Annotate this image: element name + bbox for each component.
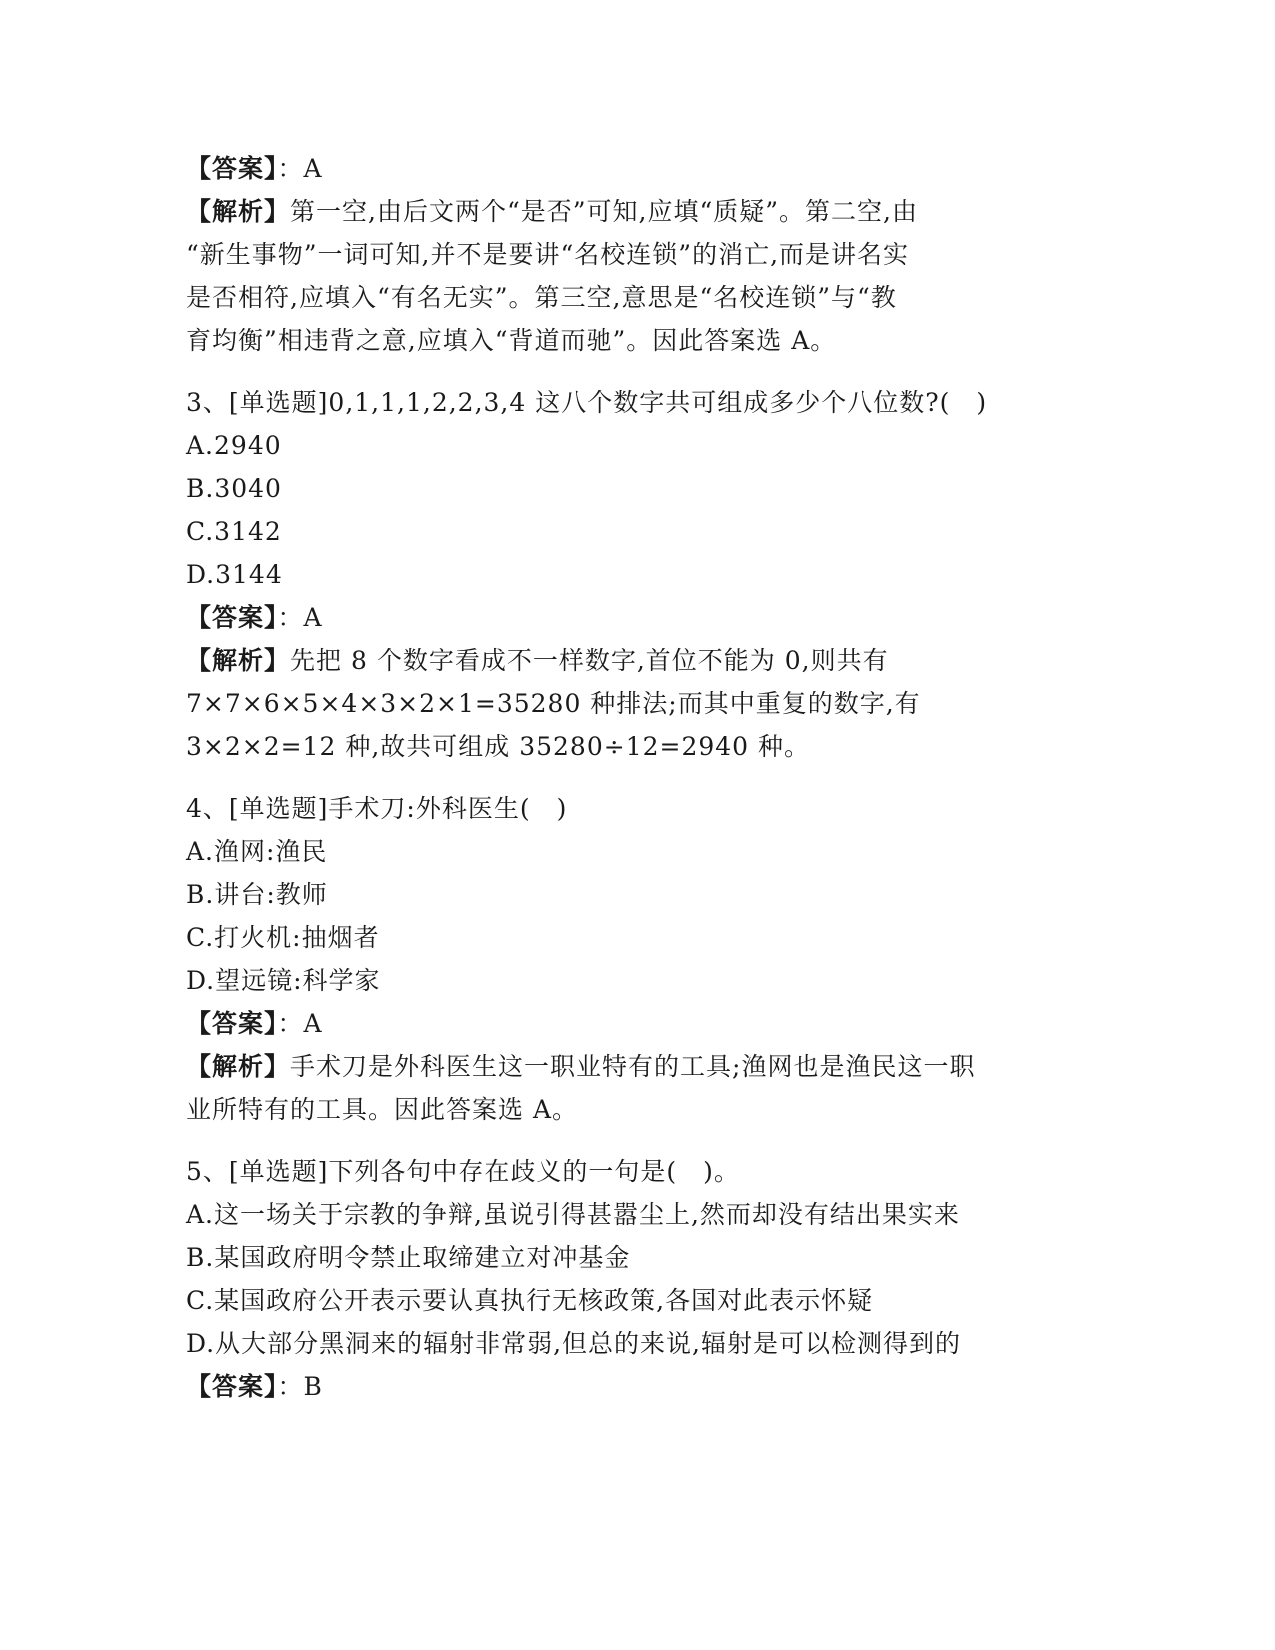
answer-tag: 【答案】 [186, 603, 278, 632]
answer-separator: ： [277, 603, 304, 632]
analysis-line: “新生事物”一词可知,并不是要讲“名校连锁”的消亡,而是讲名实 [186, 240, 910, 269]
answer-value: A [303, 154, 323, 183]
answer-value: A [303, 1009, 323, 1038]
option-d: D.望远镜:科学家 [186, 966, 381, 995]
analysis-tag: 【解析】 [186, 197, 291, 226]
answer-tag: 【答案】 [186, 1372, 278, 1401]
option-d: D.从大部分黑洞来的辐射非常弱,但总的来说,辐射是可以检测得到的 [186, 1329, 961, 1358]
analysis-line: 育均衡”相违背之意,应填入“背道而驰”。因此答案选 A。 [186, 326, 837, 355]
analysis-line [186, 1045, 1066, 1088]
option-b: B.讲台:教师 [186, 880, 328, 909]
analysis-tag: 【解析】 [186, 646, 291, 675]
option-b: B.某国政府明令禁止取缔建立对冲基金 [186, 1243, 631, 1272]
option-d: D.3144 [186, 560, 283, 589]
answer-line [186, 1365, 1066, 1408]
analysis-text: 先把 8 个数字看成不一样数字,首位不能为 0,则共有 [290, 646, 889, 675]
answer-line [186, 1002, 1066, 1045]
option-c: C.某国政府公开表示要认真执行无核政策,各国对此表示怀疑 [186, 1286, 874, 1315]
option-a: A.这一场关于宗教的争辩,虽说引得甚嚣尘上,然而却没有结出果实来 [186, 1200, 960, 1229]
answer-line [186, 596, 1066, 639]
analysis-text: 第一空,由后文两个“是否”可知,应填“质疑”。第二空,由 [290, 197, 918, 226]
option-b: B.3040 [186, 474, 282, 503]
analysis-line: 业所特有的工具。因此答案选 A。 [186, 1095, 579, 1124]
answer-line [186, 147, 1066, 190]
answer-value: A [303, 603, 323, 632]
option-c: C.3142 [186, 517, 282, 546]
question-stem: 4、[单选题]手术刀:外科医生( ) [186, 794, 568, 823]
analysis-line: 7×7×6×5×4×3×2×1=35280 种排法;而其中重复的数字,有 [186, 689, 921, 718]
option-c: C.打火机:抽烟者 [186, 923, 380, 952]
analysis-line [186, 639, 1066, 682]
analysis-text: 手术刀是外科医生这一职业特有的工具;渔网也是渔民这一职 [290, 1052, 976, 1081]
answer-tag: 【答案】 [186, 154, 278, 183]
answer-separator: ： [277, 154, 304, 183]
answer-value: B [303, 1372, 323, 1401]
answer-tag: 【答案】 [186, 1009, 278, 1038]
analysis-tag: 【解析】 [186, 1052, 291, 1081]
question-stem: 5、[单选题]下列各句中存在歧义的一句是( )。 [186, 1157, 740, 1186]
analysis-line: 是否相符,应填入“有名无实”。第三空,意思是“名校连锁”与“教 [186, 283, 897, 312]
analysis-line [186, 190, 1066, 233]
question-stem: 3、[单选题]0,1,1,1,2,2,3,4 这八个数字共可组成多少个八位数?( ) [186, 388, 988, 417]
answer-separator: ： [277, 1009, 304, 1038]
option-a: A.2940 [186, 431, 282, 460]
answer-separator: ： [277, 1372, 304, 1401]
option-a: A.渔网:渔民 [186, 837, 328, 866]
analysis-line: 3×2×2=12 种,故共可组成 35280÷12=2940 种。 [186, 732, 811, 761]
document-content [186, 147, 1066, 1408]
